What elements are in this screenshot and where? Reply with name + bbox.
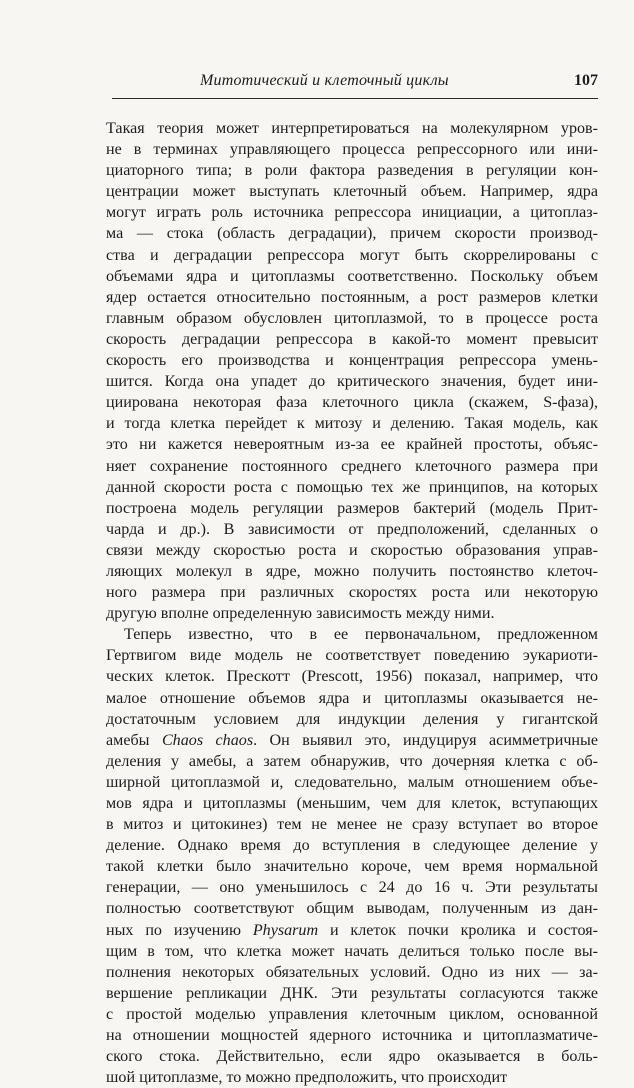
text-line: ширной цитоплазмой и, следовательно, малым отношением объе- xyxy=(106,773,598,791)
text-line: ства и деградации репрессора могут быть скоррелированы с xyxy=(106,246,598,264)
text-line: ского стока. Действительно, если ядро оказывается в боль- xyxy=(106,1048,598,1066)
text-line: другую вполне определенную зависимость между ними. xyxy=(106,605,495,623)
text-line: ляющих молекул в ядре, можно получить постоянство клеточ- xyxy=(106,562,598,580)
text-line: с простой моделью управления клеточным циклом, основанной xyxy=(106,1005,598,1023)
text-line: шой цитоплазме, то можно предположить, что происходит xyxy=(106,1069,508,1087)
text-line: вершение репликации ДНК. Эти результаты согласуются также xyxy=(106,984,598,1002)
page-header xyxy=(110,72,598,96)
text-line: ного размера при различных скоростях роста или некоторую xyxy=(106,584,598,602)
text-line: циаторного типа; в роли фактора разведения в регуляции кон- xyxy=(106,162,598,180)
text-line: могут играть роль источника репрессора инициации, а цитоплаз- xyxy=(106,204,598,222)
text-line: деление. Однако время до вступления в следующее деление у xyxy=(106,837,598,855)
text-line: мов ядра и цитоплазмы (меньшим, чем для клеток, вступающих xyxy=(106,795,598,812)
text-line: деления у амебы, а затем обнаружив, что дочерняя клетка с об- xyxy=(106,752,598,770)
text-line: не в терминах управляющего процесса репрессорного или ини- xyxy=(106,141,598,159)
text-line: ческих клеток. Прескотт (Prescott, 1956) показал, например, что xyxy=(106,668,598,686)
text-line: такой клетки было значительно короче, чем время нормальной xyxy=(106,858,598,876)
body-text xyxy=(106,118,598,1088)
header-rule xyxy=(112,98,598,99)
text-line: центрации может выступать клеточный объем. Например, ядра xyxy=(106,183,598,201)
text-line: няет сохранение постоянного среднего клеточного размера при xyxy=(106,457,598,475)
text-line: полностью соответствуют общим выводам, полученным из дан- xyxy=(106,900,598,918)
text-line: данной скорости роста с помощью тех же принципов, на которых xyxy=(106,478,598,496)
text-line: полнения некоторых обязательных условий. Одно из них — за- xyxy=(106,963,598,981)
text-line: и тогда клетка перейдет к митозу и делению. Такая модель, как xyxy=(106,415,598,433)
text-line: Теперь известно, что в ее первоначальном, предложенном xyxy=(124,626,598,644)
text-line: ных по изучению Physarum и клеток почки кролика и состоя- xyxy=(106,921,598,939)
text-line: циирована некоторая фаза клеточного цикла (скажем, S-фаза), xyxy=(106,394,598,412)
text-line: ядер остается относительно постоянным, а рост размеров клетки xyxy=(106,288,598,306)
text-line: щим в том, что клетка может начать делиться только после вы- xyxy=(106,942,598,960)
text-line: Гертвигом виде модель не соответствует поведению эукариоти- xyxy=(106,647,598,665)
text-line: амебы Chaos chaos. Он выявил это, индуцируя асимметричные xyxy=(106,731,598,749)
text-line: построена модель регуляции размеров бактерий (модель Прит- xyxy=(106,499,598,517)
text-line: достаточным условием для индукции деления у гигантской xyxy=(106,710,598,728)
text-line: на отношении мощностей ядерного источника и цитоплазматиче- xyxy=(106,1027,598,1045)
page-number: 107 xyxy=(574,72,598,89)
text-line: главным образом обусловлен цитоплазмой, то в процессе роста xyxy=(106,309,598,327)
text-line: скорость деградации репрессора в какой-то момент превысит xyxy=(106,330,598,348)
text-line: ма — стока (область деградации), причем скорости производ- xyxy=(106,225,598,243)
text-line: чарда и др.). В зависимости от предположений, сделанных о xyxy=(106,520,598,538)
text-line: Такая теория может интерпретироваться на молекулярном уров- xyxy=(106,120,598,137)
text-line: связи между скоростью роста и скоростью образования управ- xyxy=(106,541,598,559)
text-line: генерации, — оно уменьшилось с 24 до 16 ч. Эти результаты xyxy=(106,879,598,897)
text-line: объемами ядра и цитоплазмы соответственно. Поскольку объем xyxy=(106,267,598,285)
text-line: малое отношение объемов ядра и цитоплазмы оказывается не- xyxy=(106,689,598,707)
text-line: шится. Когда она упадет до критического значения, будет ини- xyxy=(106,373,598,391)
text-line: в митоз и цитокинез) тем не менее не сразу вступает во второе xyxy=(106,816,598,834)
italic-species-name: Physarum xyxy=(252,921,319,939)
text-line: это ни кажется невероятным из-за ее крайней простоты, объяс- xyxy=(106,436,598,454)
text-line: скорость его производства и концентрация репрессора умень- xyxy=(106,352,598,370)
running-title: Митотический и клеточный циклы xyxy=(200,72,449,89)
italic-species-name: Chaos chaos xyxy=(161,731,254,749)
